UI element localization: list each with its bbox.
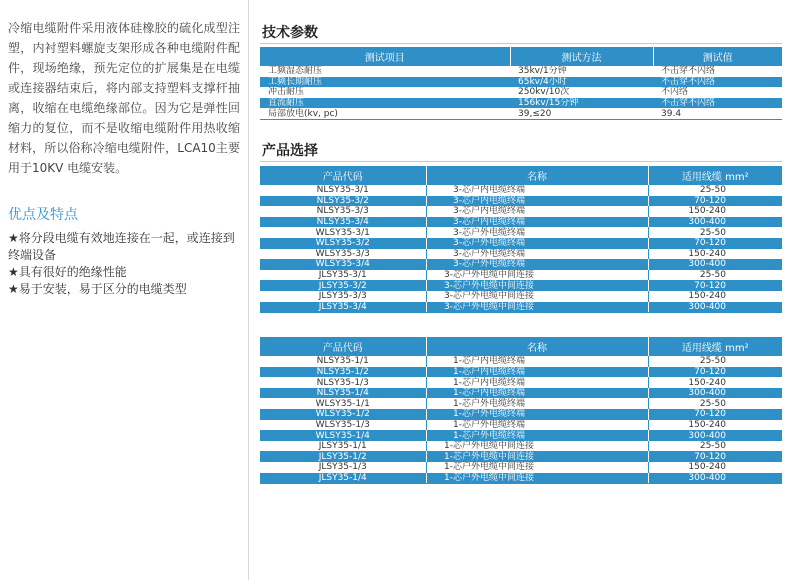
table-cell: 70-120 (648, 196, 782, 207)
table-cell: 39,≤20 (510, 108, 653, 119)
table-cell: 3-芯户内电缆终端 (426, 206, 648, 217)
table-row (260, 66, 782, 77)
feature-item: ★具有很好的绝缘性能 (8, 265, 127, 279)
product-table-3core (260, 166, 782, 313)
table-cell: 工频湿态耐压 (268, 66, 323, 77)
table-cell: WLSY35-3/3 (260, 249, 426, 260)
table-cell: 3-芯户外电缆中间连接 (426, 280, 648, 291)
table-row (260, 280, 782, 291)
table-row (260, 367, 782, 378)
table-cell: 25-50 (699, 270, 726, 281)
table-cell: 1-芯户内电缆终端 (426, 356, 648, 367)
table-cell: 不闪络 (661, 87, 689, 98)
table-cell: 300-400 (648, 302, 782, 313)
vertical-divider (248, 0, 249, 580)
table-cell: 1-芯户外电缆中间连接 (426, 451, 648, 462)
product-table-1core (260, 337, 782, 484)
table-cell: 1-芯户外电缆终端 (426, 430, 648, 441)
tech-table-body (260, 66, 782, 119)
table-cell: WLSY35-3/2 (260, 238, 426, 249)
table-cell: 25-50 (699, 356, 726, 367)
table-row (260, 420, 782, 431)
table-row (260, 108, 782, 119)
column-header: 名称 (426, 166, 648, 185)
table-cell: 1-芯户外电缆中间连接 (426, 473, 648, 484)
table-cell: 1-芯户外电缆终端 (426, 420, 648, 431)
table-cell: JLSY35-1/3 (260, 462, 426, 473)
table-cell: 1-芯户内电缆终端 (426, 367, 648, 378)
features-list (8, 230, 240, 298)
table-cell: JLSY35-3/3 (260, 291, 426, 302)
table-header-row (260, 337, 782, 356)
table-row (260, 291, 782, 302)
products-section-header (260, 140, 782, 162)
table-cell: WLSY35-1/2 (260, 409, 426, 420)
column-header: 产品代码 (260, 337, 426, 356)
table-cell: JLSY35-3/4 (260, 302, 426, 313)
table-cell: 39.4 (653, 108, 782, 119)
table-cell: 300-400 (648, 473, 782, 484)
column-header: 测试方法 (510, 47, 653, 66)
column-header: 适用线缆 mm² (648, 166, 782, 185)
table-cell: 3-芯户外电缆终端 (426, 249, 648, 260)
table-row (260, 249, 782, 260)
table-cell: JLSY35-3/1 (260, 270, 426, 281)
table-cell: 70-120 (648, 280, 782, 291)
tech-section-header (260, 22, 782, 44)
features-title: 优点及特点 (8, 207, 78, 223)
tech-params-table (260, 47, 782, 120)
table-cell: 150-240 (688, 377, 726, 388)
table-cell: 250kv/10次 (518, 87, 570, 98)
column-header: 产品代码 (260, 166, 426, 185)
table-cell: WLSY35-1/1 (260, 398, 426, 409)
table-row (260, 227, 782, 238)
table-cell: 70-120 (648, 238, 782, 249)
products-section-title: 产品选择 (262, 142, 318, 159)
table-cell: 局部放电(kv, pc) (260, 108, 510, 119)
table-cell: 150-240 (688, 248, 726, 259)
table-cell: NLSY35-1/4 (260, 388, 426, 399)
table-cell: 3-芯户外电缆终端 (426, 259, 648, 270)
table-cell: 3-芯户外电缆终端 (426, 238, 648, 249)
table-cell: 70-120 (648, 367, 782, 378)
table-cell: 156kv/15分钟 (510, 98, 653, 109)
table-cell: 25-50 (699, 227, 726, 238)
table-cell: 300-400 (648, 430, 782, 441)
table-cell: NLSY35-3/2 (260, 196, 426, 207)
table-cell: 直流耐压 (260, 98, 510, 109)
table-cell: 1-芯户内电缆终端 (426, 377, 648, 388)
table-cell: NLSY35-1/1 (260, 356, 426, 367)
table-cell: 150-240 (688, 291, 726, 302)
table-cell: JLSY35-1/1 (260, 441, 426, 452)
table-cell: 冲击耐压 (268, 87, 305, 98)
table-cell: NLSY35-1/2 (260, 367, 426, 378)
table-cell: 150-240 (688, 462, 726, 473)
table-cell: WLSY35-1/3 (260, 420, 426, 431)
table-cell: 70-120 (648, 451, 782, 462)
table-cell: 300-400 (648, 388, 782, 399)
table-cell: 不击穿不闪络 (653, 77, 782, 88)
table-row (260, 196, 782, 207)
table-row (260, 270, 782, 281)
table-cell: JLSY35-3/2 (260, 280, 426, 291)
table-cell: 1-芯户外电缆中间连接 (426, 441, 648, 452)
table-row (260, 441, 782, 452)
table-row (260, 462, 782, 473)
column-header: 测试项目 (260, 47, 510, 66)
table-cell: 70-120 (648, 409, 782, 420)
tech-section-title: 技术参数 (262, 25, 318, 41)
table-row (260, 238, 782, 249)
sidebar (8, 18, 240, 298)
table-cell: 工频长期耐压 (260, 77, 510, 88)
column-header: 名称 (426, 337, 648, 356)
table-cell: 25-50 (699, 185, 726, 196)
table-row (260, 430, 782, 441)
column-header: 测试值 (653, 47, 782, 66)
table-cell: 35kv/1分钟 (518, 66, 567, 77)
table-cell: 3-芯户外电缆中间连接 (426, 291, 648, 302)
table-row (260, 259, 782, 270)
table-cell: 不击穿不闪络 (653, 98, 782, 109)
table-cell: 150-240 (688, 206, 726, 217)
column-header: 适用线缆 mm² (648, 337, 782, 356)
table-cell: 300-400 (648, 259, 782, 270)
table-cell: 3-芯户内电缆终端 (426, 196, 648, 207)
table-cell: 1-芯户外电缆中间连接 (426, 462, 648, 473)
table-cell: 1-芯户外电缆终端 (426, 409, 648, 420)
table-cell: NLSY35-1/3 (260, 377, 426, 388)
table-header-row (260, 47, 782, 66)
table-row (260, 398, 782, 409)
table-row (260, 356, 782, 367)
table-cell: NLSY35-3/4 (260, 217, 426, 228)
table-cell: JLSY35-1/4 (260, 473, 426, 484)
table-row (260, 302, 782, 313)
table-cell: 3-芯户外电缆终端 (426, 227, 648, 238)
table-cell: 150-240 (688, 419, 726, 430)
table-row (260, 409, 782, 420)
intro-text: 冷缩电缆附件采用液体硅橡胶的硫化成型注塑，内衬塑料螺旋支架形成各种电缆附件配件，现场绝缘，预先定位的扩展集是在电缆或连接器结束后，将内部支持塑料支撑杆抽离，收缩在电缆绝缘部位。因为它是弹性回缩力的复位，而不是收缩电缆附件用热收缩材料，所以俗称冷缩电缆附件，LCA10主要用于10KV 电缆安装。 (8, 21, 240, 175)
table-cell: NLSY35-3/1 (260, 185, 426, 196)
table-cell: 65kv/4小时 (510, 77, 653, 88)
table-cell: WLSY35-3/4 (260, 259, 426, 270)
table-cell: NLSY35-3/3 (260, 206, 426, 217)
product-table-body (260, 185, 782, 313)
feature-item: ★易于安装，易于区分的电缆类型 (8, 282, 187, 296)
table-row (260, 185, 782, 196)
table-cell: WLSY35-1/4 (260, 430, 426, 441)
table-cell: 3-芯户外电缆中间连接 (426, 302, 648, 313)
section-divider (260, 161, 782, 162)
table-header-row (260, 166, 782, 185)
table-row (260, 451, 782, 462)
table-cell: 不击穿不闪络 (661, 66, 716, 77)
feature-item: ★将分段电缆有效地连接在一起，或连接到终端设备 (8, 231, 235, 262)
table-row (260, 377, 782, 388)
table-cell: 1-芯户内电缆终端 (426, 388, 648, 399)
table-row (260, 388, 782, 399)
table-cell: WLSY35-3/1 (260, 227, 426, 238)
table-cell: 1-芯户外电缆终端 (426, 398, 648, 409)
table-cell: 3-芯户内电缆终端 (426, 185, 648, 196)
table-cell: 3-芯户内电缆终端 (426, 217, 648, 228)
table-cell: 3-芯户外电缆中间连接 (426, 270, 648, 281)
table-row (260, 77, 782, 88)
table-cell: 25-50 (699, 398, 726, 409)
table-cell: JLSY35-1/2 (260, 451, 426, 462)
table-row (260, 217, 782, 228)
main-content (260, 0, 782, 484)
table-cell: 25-50 (699, 441, 726, 452)
table-row (260, 206, 782, 217)
table-row (260, 98, 782, 109)
table-row (260, 87, 782, 98)
table-row (260, 473, 782, 484)
product-table-body (260, 356, 782, 484)
section-divider (260, 43, 782, 44)
table-cell: 300-400 (648, 217, 782, 228)
